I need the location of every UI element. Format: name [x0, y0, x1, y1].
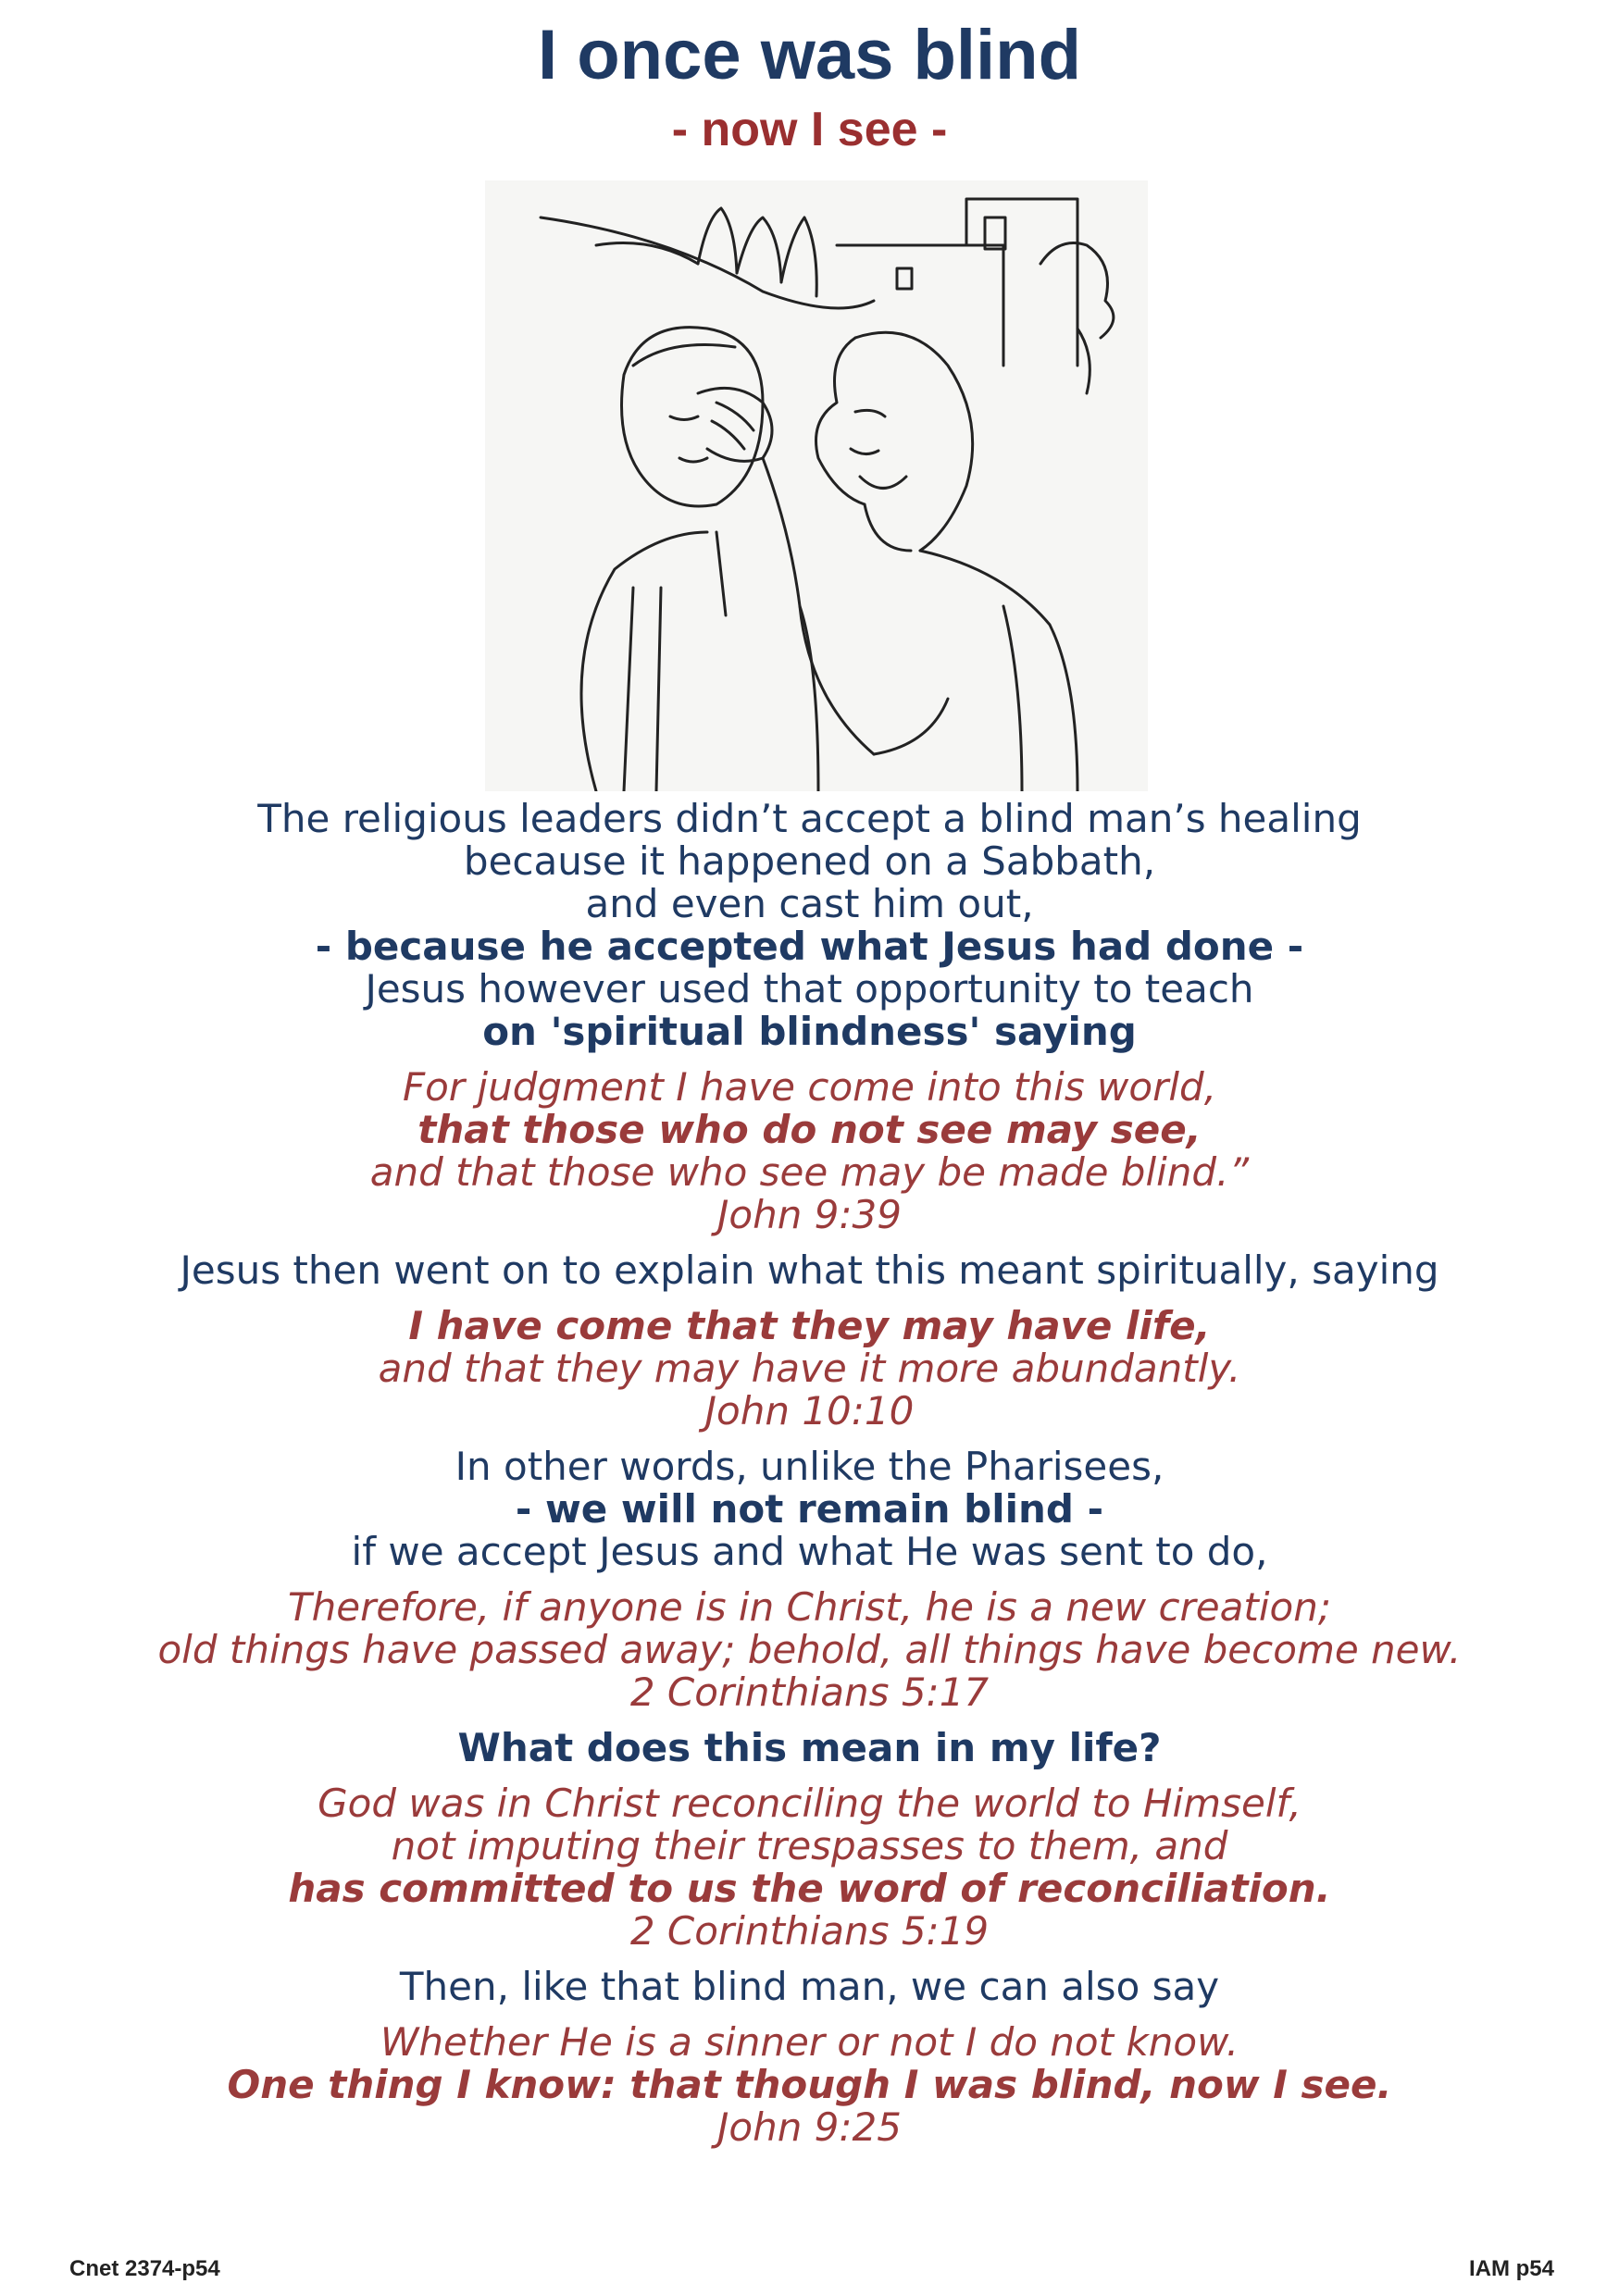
page-title: I once was blind: [538, 16, 1081, 94]
intro-line-5: Jesus however used that opportunity to teach: [365, 966, 1254, 1011]
footer-right-reference: IAM p54: [1468, 2256, 1554, 2281]
footer-left-reference: Cnet 2374-p54: [69, 2256, 220, 2281]
verse1-line-2-emphasis: that those who do not see may see,: [417, 1107, 1202, 1152]
verse4-line-3-emphasis: has committed to us the word of reconciliation.: [288, 1866, 1331, 1911]
verse1-reference: John 9:39: [717, 1192, 902, 1237]
intro-line-6-emphasis: on 'spiritual blindness' saying: [482, 1009, 1137, 1054]
verse5-line-1: Whether He is a sinner or not I do not know.: [380, 2019, 1239, 2065]
intro-line-3: and even cast him out,: [585, 881, 1034, 926]
verse3-line-2: old things have passed away; behold, all things have become new.: [157, 1627, 1462, 1672]
paragraph-4: Then, like that blind man, we can also say: [399, 1964, 1220, 2009]
question-heading: What does this mean in my life?: [457, 1725, 1162, 1770]
verse4-reference: 2 Corinthians 5:19: [629, 1908, 990, 1954]
verse2-reference: John 10:10: [704, 1388, 915, 1433]
paragraph-2: Jesus then went on to explain what this meant spiritually, saying: [180, 1247, 1439, 1293]
verse3-reference: 2 Corinthians 5:17: [629, 1669, 990, 1715]
verse2-line-2: and that they may have it more abundantly.: [378, 1346, 1241, 1391]
verse2-line-1-emphasis: I have come that they may have life,: [408, 1303, 1211, 1348]
intro-line-4-emphasis: - because he accepted what Jesus had done -: [315, 924, 1304, 969]
verse5-line-2-emphasis: One thing I know: that though I was blind, now I see.: [227, 2062, 1392, 2107]
paragraph-3-line-1: In other words, unlike the Pharisees,: [455, 1444, 1164, 1489]
verse1-line-3: and that those who see may be made blind.”: [369, 1149, 1250, 1195]
verse4-line-2: not imputing their trespasses to them, and: [391, 1823, 1228, 1868]
page-body: [0, 798, 1619, 2149]
verse4-line-1: God was in Christ reconciling the world to Himself,: [318, 1781, 1301, 1826]
intro-line-1: The religious leaders didn’t accept a blind man’s healing: [257, 796, 1362, 841]
page-subtitle: - now I see -: [671, 103, 948, 156]
paragraph-3-line-2-emphasis: - we will not remain blind -: [515, 1486, 1104, 1532]
verse5-reference: John 9:25: [717, 2104, 902, 2150]
blind-man-healing-illustration: [485, 180, 1148, 791]
intro-line-2: because it happened on a Sabbath,: [463, 838, 1156, 884]
verse3-line-1: Therefore, if anyone is in Christ, he is a new creation;: [287, 1584, 1331, 1630]
verse1-line-1: For judgment I have come into this world,: [402, 1064, 1217, 1110]
paragraph-3-line-3: if we accept Jesus and what He was sent to do,: [351, 1529, 1268, 1574]
